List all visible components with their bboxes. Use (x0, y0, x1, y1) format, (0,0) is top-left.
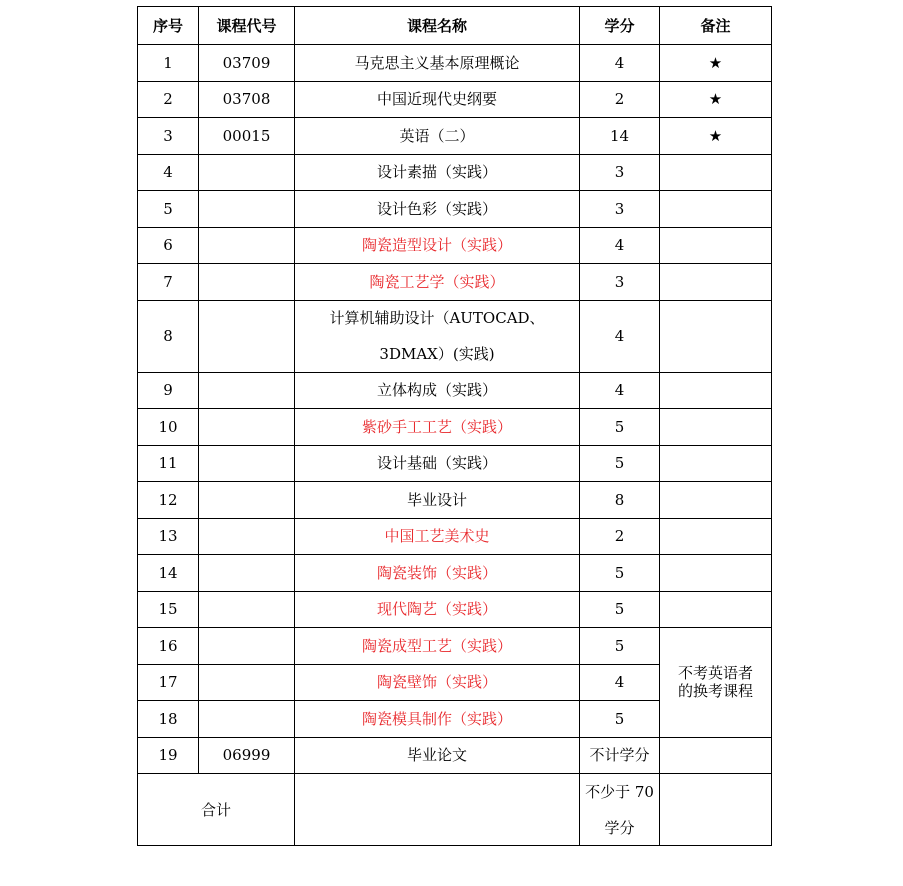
row-remark (660, 372, 772, 409)
row-name: 英语（二） (295, 118, 580, 155)
row-name-line1: 计算机辅助设计（AUTOCAD、 (329, 309, 545, 327)
row-credit: 3 (580, 154, 660, 191)
row-code (199, 555, 295, 592)
table-row (138, 518, 772, 555)
row-remark (660, 737, 772, 774)
row-remark (660, 264, 772, 301)
row-name: 马克思主义基本原理概论 (295, 45, 580, 82)
row-name: 设计素描（实践） (295, 154, 580, 191)
table-row (138, 81, 772, 118)
row-code: 00015 (199, 118, 295, 155)
row-remark (660, 191, 772, 228)
row-no: 5 (138, 191, 199, 228)
row-code (199, 664, 295, 701)
table-row (138, 737, 772, 774)
row-no: 2 (138, 81, 199, 118)
row-no: 3 (138, 118, 199, 155)
header-code: 课程代号 (199, 7, 295, 45)
row-no: 12 (138, 482, 199, 519)
row-credit: 4 (580, 227, 660, 264)
table-row (138, 227, 772, 264)
row-credit: 3 (580, 264, 660, 301)
row-credit: 5 (580, 628, 660, 665)
row-remark (660, 409, 772, 446)
table-row (138, 118, 772, 155)
row-code: 03708 (199, 81, 295, 118)
row-name: 中国近现代史纲要 (295, 81, 580, 118)
row-name: 陶瓷装饰（实践） (295, 555, 580, 592)
row-credit: 2 (580, 81, 660, 118)
row-no: 15 (138, 591, 199, 628)
row-remark (660, 555, 772, 592)
total-row (138, 774, 772, 846)
row-code: 06999 (199, 737, 295, 774)
row-remark (660, 445, 772, 482)
table-row (138, 191, 772, 228)
row-no: 18 (138, 701, 199, 738)
row-credit: 8 (580, 482, 660, 519)
header-credit: 学分 (580, 7, 660, 45)
row-code (199, 591, 295, 628)
row-name: 陶瓷造型设计（实践） (295, 227, 580, 264)
row-credit: 4 (580, 372, 660, 409)
course-table (137, 6, 772, 846)
row-code (199, 518, 295, 555)
row-name (295, 300, 580, 372)
table-row (138, 409, 772, 446)
row-no: 8 (138, 300, 199, 372)
row-credit: 5 (580, 701, 660, 738)
row-no: 14 (138, 555, 199, 592)
row-name: 现代陶艺（实践） (295, 591, 580, 628)
table-row (138, 482, 772, 519)
row-no: 19 (138, 737, 199, 774)
star-icon: ★ (660, 81, 772, 118)
row-credit: 不计学分 (580, 737, 660, 774)
row-name: 紫砂手工工艺（实践） (295, 409, 580, 446)
row-code (199, 300, 295, 372)
row-code (199, 482, 295, 519)
row-name: 中国工艺美术史 (295, 518, 580, 555)
total-label: 合计 (138, 774, 295, 846)
row-credit: 5 (580, 591, 660, 628)
total-credit (580, 774, 660, 846)
row-credit: 4 (580, 300, 660, 372)
table-row (138, 45, 772, 82)
row-name: 陶瓷壁饰（实践） (295, 664, 580, 701)
row-code (199, 409, 295, 446)
row-code (199, 227, 295, 264)
row-credit: 14 (580, 118, 660, 155)
row-remark (660, 227, 772, 264)
table-row (138, 628, 772, 665)
row-credit: 5 (580, 409, 660, 446)
total-remark-empty (660, 774, 772, 846)
row-credit: 5 (580, 445, 660, 482)
row-code (199, 701, 295, 738)
row-code (199, 154, 295, 191)
row-name: 陶瓷工艺学（实践） (295, 264, 580, 301)
row-name: 陶瓷模具制作（实践） (295, 701, 580, 738)
table-row (138, 555, 772, 592)
row-no: 4 (138, 154, 199, 191)
row-name: 陶瓷成型工艺（实践） (295, 628, 580, 665)
row-no: 16 (138, 628, 199, 665)
total-credit-line1: 不少于 70 (585, 782, 654, 801)
row-credit: 5 (580, 555, 660, 592)
row-name: 设计基础（实践） (295, 445, 580, 482)
row-credit: 4 (580, 664, 660, 701)
row-remark (660, 518, 772, 555)
table-row (138, 154, 772, 191)
row-no: 6 (138, 227, 199, 264)
total-name-empty (295, 774, 580, 846)
row-remark (660, 154, 772, 191)
table-row (138, 591, 772, 628)
header-name: 课程名称 (295, 7, 580, 45)
row-name: 毕业论文 (295, 737, 580, 774)
row-code (199, 628, 295, 665)
row-credit: 2 (580, 518, 660, 555)
row-code (199, 372, 295, 409)
header-remark: 备注 (660, 7, 772, 45)
row-code (199, 191, 295, 228)
table-row (138, 372, 772, 409)
star-icon: ★ (660, 45, 772, 82)
row-code: 03709 (199, 45, 295, 82)
row-no: 13 (138, 518, 199, 555)
row-code (199, 445, 295, 482)
header-no: 序号 (138, 7, 199, 45)
row-no: 10 (138, 409, 199, 446)
group-remark-line2: 的换考课程 (677, 682, 753, 701)
row-no: 11 (138, 445, 199, 482)
row-remark (660, 300, 772, 372)
total-credit-line2: 学分 (604, 818, 635, 837)
row-remark (660, 591, 772, 628)
row-no: 1 (138, 45, 199, 82)
row-credit: 3 (580, 191, 660, 228)
row-no: 7 (138, 264, 199, 301)
row-code (199, 264, 295, 301)
row-name: 毕业设计 (295, 482, 580, 519)
row-name-line2: 3DMAX）(实践) (379, 345, 495, 363)
header-row (138, 7, 772, 45)
group-remark (660, 628, 772, 738)
row-no: 17 (138, 664, 199, 701)
row-no: 9 (138, 372, 199, 409)
row-name: 设计色彩（实践） (295, 191, 580, 228)
row-name: 立体构成（实践） (295, 372, 580, 409)
row-credit: 4 (580, 45, 660, 82)
table-row (138, 264, 772, 301)
row-remark (660, 482, 772, 519)
table-row (138, 300, 772, 372)
table-row (138, 445, 772, 482)
group-remark-line1: 不考英语者 (677, 664, 753, 683)
star-icon: ★ (660, 118, 772, 155)
